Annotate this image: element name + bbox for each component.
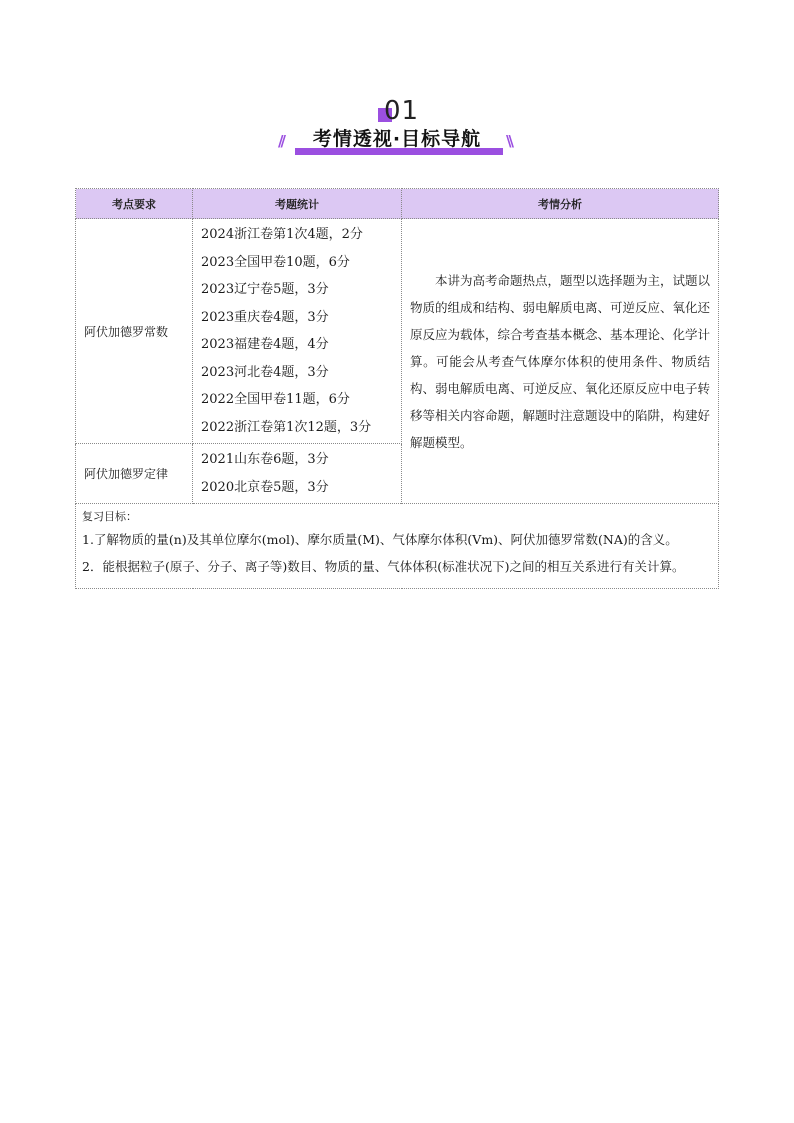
- right-decoration-marks: \\: [506, 132, 511, 150]
- review-goals-cell: [76, 504, 719, 589]
- stat-item: 2022浙江卷第1次12题，3分: [201, 419, 372, 435]
- stat-item: 2023全国甲卷10题，6分: [201, 254, 350, 270]
- analysis-cell: 本讲为高考命题热点，题型以选择题为主，试题以物质的组成和结构、弱电解质电离、可逆反应、氧化还原反应为载体，综合考查基本概念、基本理论、化学计算。可能会从考查气体摩尔体积的使用条件、物质结构、弱电解质电离、可逆反应、氧化还原反应中电子转移等相关内容命题，解题时注意题设中的陷阱，构建好解题模型。: [402, 219, 719, 504]
- review-row: [76, 504, 719, 589]
- review-title: 复习目标：: [82, 510, 137, 523]
- stat-item: 2022全国甲卷11题，6分: [201, 392, 350, 407]
- stat-item: 2023福建卷4题，4分: [201, 337, 329, 352]
- requirement-cell: 阿伏加德罗定律: [76, 444, 193, 504]
- exam-analysis-table: [75, 188, 719, 589]
- stat-item: 2021山东卷6题，3分: [201, 452, 329, 467]
- left-decoration-marks: //: [278, 132, 283, 150]
- stat-item: 2023辽宁卷5题，3分: [201, 282, 329, 297]
- requirement-cell: 阿伏加德罗常数: [76, 219, 193, 444]
- statistics-cell: [193, 444, 402, 504]
- section-number-text: 01: [384, 96, 420, 126]
- stat-item: 2020北京卷5题，3分: [201, 479, 329, 495]
- section-header: [0, 92, 794, 162]
- stat-item: 2023重庆卷4题，3分: [201, 309, 329, 325]
- stat-item: 2023河北卷4题，3分: [201, 364, 329, 380]
- review-item: 2．能根据粒子(原子、分子、离子等)数目、物质的量、气体体积(标准状况下)之间的相互关系进行有关计算。: [82, 559, 685, 574]
- table-header-row: [76, 189, 719, 219]
- table-row: [76, 219, 719, 444]
- section-number: [378, 96, 418, 126]
- statistics-cell: [193, 219, 402, 444]
- header-statistics: 考题统计: [193, 189, 402, 219]
- stat-item: 2024浙江卷第1次4题，2分: [201, 227, 363, 242]
- section-title: 考情透视·目标导航: [312, 128, 482, 150]
- header-requirement: 考点要求: [76, 189, 193, 219]
- review-item: 1.了解物质的量(n)及其单位摩尔(mol)、摩尔质量(M)、气体摩尔体积(Vm)、阿伏加德罗常数(NA)的含义。: [82, 532, 678, 547]
- header-analysis: 考情分析: [402, 189, 719, 219]
